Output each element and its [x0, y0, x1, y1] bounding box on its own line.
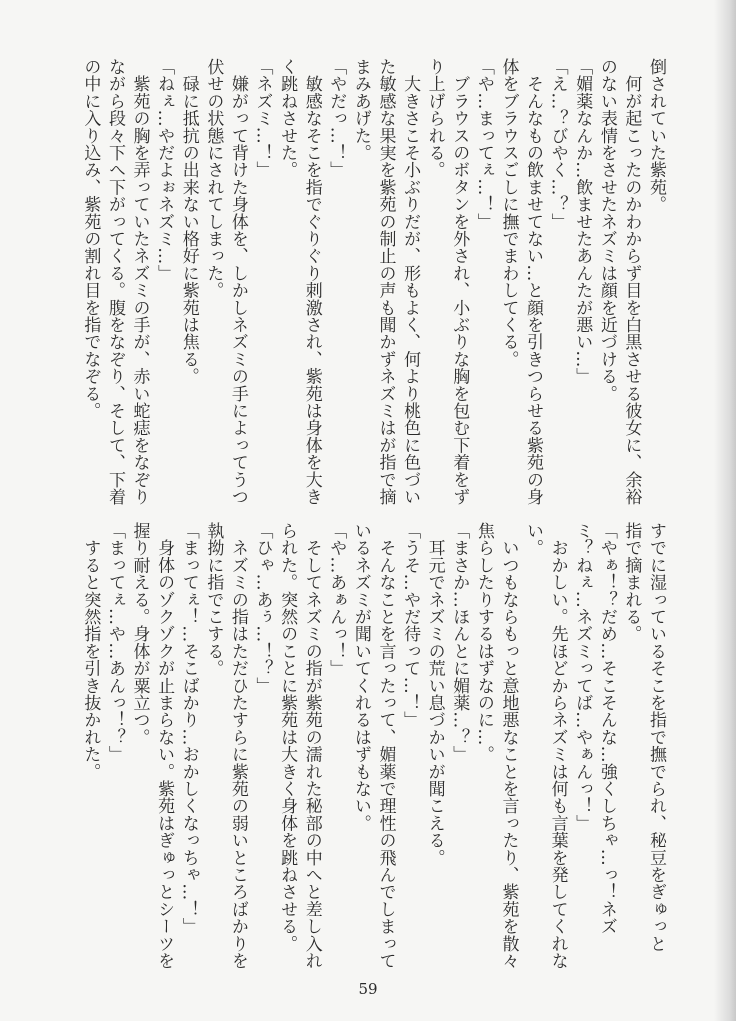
text-line: すると突然指を引き抜かれた。	[80, 522, 101, 780]
text-line: の中に入り込み、紫苑の割れ目を指でなぞる。	[80, 58, 101, 420]
text-line: られた。突然のことに紫苑は大きく身体を跳ねさせる。	[277, 522, 298, 952]
upper-text-block	[78, 58, 668, 506]
text-line: 嫌がって背けた身体を、しかしネズミの手によってうつ	[227, 58, 248, 506]
text-line: いるネズミが聞いてくれるはずもない。	[350, 522, 371, 832]
text-line: ネズミの指はただひたすらに紫苑の弱いところばかりを	[227, 522, 248, 970]
text-line: 伏せの状態にされてしまった。	[203, 58, 224, 299]
text-line: 焦らしたりするはずなのに…。	[473, 522, 494, 763]
text-line: まみあげた。	[350, 58, 371, 162]
text-line: 「やぁ！？だめ…そこそんな…強くしちゃ…っ！ネズ	[596, 522, 617, 935]
text-line: 「ねぇ…やだよぉネズミ…」	[154, 58, 175, 282]
text-line: ミ？ねぇ…ネズミってば…やぁんっ！」	[572, 522, 593, 832]
text-line: 大きさこそ小ぶりだが、形もよく、何より桃色に色づい	[400, 58, 421, 506]
text-line: い。	[523, 522, 544, 557]
text-line: 「やだっ…！」	[326, 58, 347, 179]
text-line: 「うそ…やだ待って…！」	[400, 522, 421, 729]
text-line: そしてネズミの指が紫苑の濡れた秘部の中へと差し入れ	[301, 522, 322, 970]
page-number: 59	[358, 980, 378, 998]
text-line: 指で摘まれる。	[621, 522, 642, 643]
text-line: 「まさか…ほんとに媚薬…？」	[449, 522, 470, 763]
text-line: 「ひゃ…あぅ…！？」	[252, 522, 273, 694]
text-line: た敏感な果実を紫苑の制止の声も聞かずネズミはが指で摘	[375, 58, 396, 506]
text-line: そんなことを言ったって、媚薬で理性の飛んでしまって	[375, 522, 396, 970]
text-line: 「まってぇ！…そこばかり…おかしくなっちゃ…！」	[178, 522, 199, 935]
text-line: 敏感なそこを指でぐりぐり刺激され、紫苑は身体を大き	[301, 58, 322, 506]
lower-text-block	[78, 522, 668, 970]
text-line: 「え…？びやく…？」	[547, 58, 568, 230]
text-line: 「媚薬なんか…飲ませたあんたが悪い…」	[572, 58, 593, 385]
text-line: そんなもの飲ませてない…と顔を引きつらせる紫苑の身	[523, 58, 544, 506]
text-line: おかしい。先ほどからネズミは何も言葉を発してくれな	[547, 522, 568, 970]
text-line: のない表情をさせたネズミは顔を近づける。	[596, 58, 617, 402]
text-line: り上げられる。	[424, 58, 445, 179]
text-line: 執拗に指でこする。	[203, 522, 224, 677]
text-line: 握り耐える。身体が粟立つ。	[129, 522, 150, 746]
text-line: 身体のゾクゾクが止まらない。紫苑はぎゅっとシーツを	[154, 522, 175, 970]
text-line: 「や…まってぇ…！」	[473, 58, 494, 230]
text-line: く跳ねさせた。	[277, 58, 298, 179]
text-line: 何が起こったのかわからず目を白黒させる彼女に、余裕	[621, 58, 642, 506]
page-binding-shadow	[714, 0, 736, 1021]
text-line: ブラウスのボタンを外され、小ぶりな胸を包む下着をず	[449, 58, 470, 506]
text-line: 耳元でネズミの荒い息づかいが聞こえる。	[424, 522, 445, 866]
text-line: ながら段々下へ下がってくる。腹をなぞり、そして、下着	[104, 58, 125, 506]
text-line: 紫苑の胸を弄っていたネズミの手が、赤い蛇痣をなぞり	[129, 58, 150, 506]
text-line: 体をブラウスごしに撫でまわしてくる。	[498, 58, 519, 368]
text-line: 倒されていた紫苑。	[646, 58, 666, 213]
text-line: すでに湿っているそこを指で撫でられ、秘豆をぎゅっと	[646, 522, 666, 952]
text-line: いつもならもっと意地悪なことを言ったり、紫苑を散々	[498, 522, 519, 970]
text-line: 「や…あぁんっ！」	[326, 522, 347, 677]
text-line: 「まってぇ…や…あんっ！？」	[104, 522, 125, 763]
text-line: 碌に抵抗の出来ない格好に紫苑は焦る。	[178, 58, 199, 385]
text-line: 「ネズミ…！」	[252, 58, 273, 179]
